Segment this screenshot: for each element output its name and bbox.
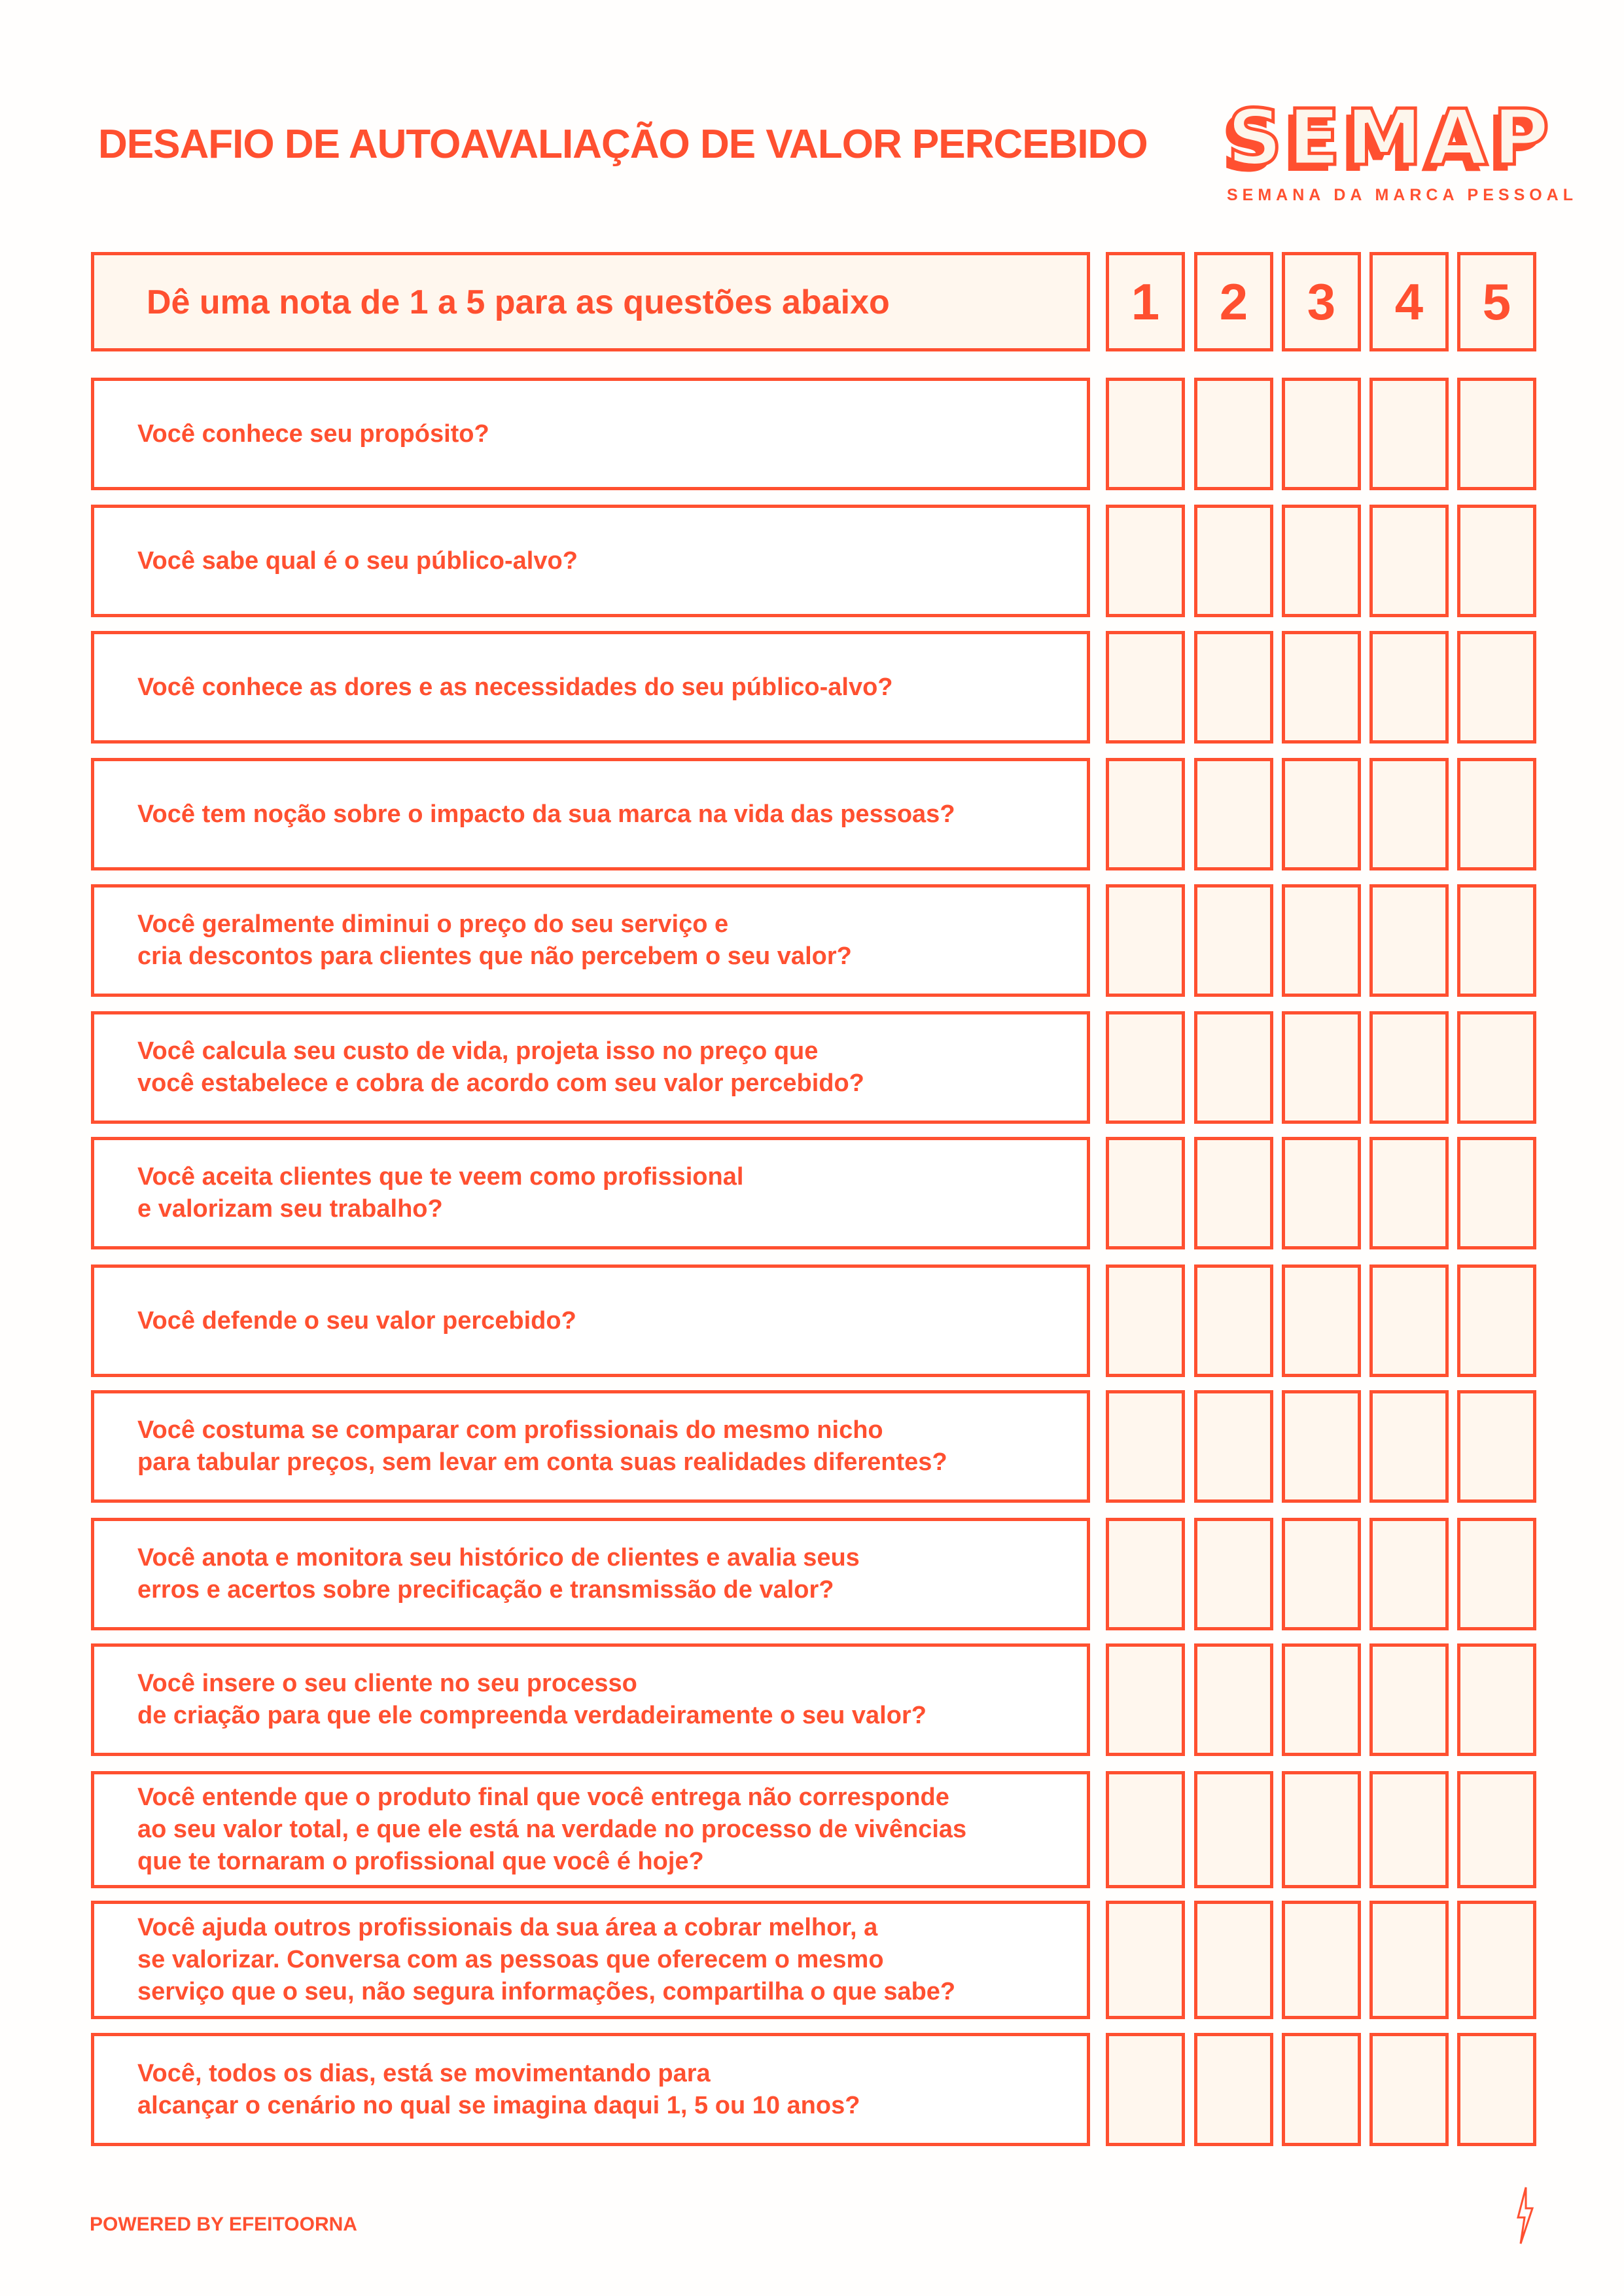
rating-box-1[interactable] [1106,1518,1185,1630]
rating-box-2[interactable] [1194,1137,1273,1249]
question-text: Você sabe qual é o seu público-alvo? [137,547,578,575]
rating-box-5[interactable] [1457,1137,1536,1249]
rating-box-1[interactable] [1106,2033,1185,2146]
rating-box-4[interactable] [1369,884,1449,997]
page-title: DESAFIO DE AUTOAVALIAÇÃO DE VALOR PERCEBIDO [98,122,1148,167]
question-text: Você costuma se comparar com profissionais do mesmo nicho para tabular preços, sem levar em conta suas realidades diferentes? [137,1416,947,1476]
rating-box-5[interactable] [1457,1011,1536,1124]
question-text: Você tem noção sobre o impacto da sua marca na vida das pessoas? [137,800,955,828]
rating-box-4[interactable] [1369,1901,1449,2019]
rating-box-1[interactable] [1106,1137,1185,1249]
question-row [91,1901,1090,2019]
question-row [91,1265,1090,1377]
rating-box-4[interactable] [1369,505,1449,617]
question-text: Você aceita clientes que te veem como profissional e valorizam seu trabalho? [137,1163,744,1223]
question-row [91,1771,1090,1888]
rating-box-3[interactable] [1282,631,1361,744]
rating-box-5[interactable] [1457,631,1536,744]
rating-box-3[interactable] [1282,1011,1361,1124]
rating-box-4[interactable] [1369,1771,1449,1888]
question-text: Você calcula seu custo de vida, projeta isso no preço que você estabelece e cobra de acordo com seu valor percebido? [137,1037,864,1097]
question-row [91,1643,1090,1756]
rating-box-3[interactable] [1282,1901,1361,2019]
scale-header-5: 5 [1457,252,1536,351]
rating-box-4[interactable] [1369,1011,1449,1124]
rating-box-1[interactable] [1106,505,1185,617]
rating-box-2[interactable] [1194,1771,1273,1888]
footer-credit: POWERED BY EFEITOORNA [90,2214,357,2235]
rating-box-5[interactable] [1457,1518,1536,1630]
rating-box-2[interactable] [1194,505,1273,617]
question-text: Você conhece seu propósito? [137,420,489,448]
question-text: Você ajuda outros profissionais da sua área a cobrar melhor, a se valorizar. Conversa com as pessoas que oferecem o mesmo serviço que o seu, não segura informações, compartilha o que sabe? [137,1914,956,2005]
scale-header-4: 4 [1369,252,1449,351]
question-text: Você insere o seu cliente no seu processo de criação para que ele compreenda verdadeiramente o seu valor? [137,1670,927,1729]
question-text: Você conhece as dores e as necessidades do seu público-alvo? [137,673,893,701]
rating-box-3[interactable] [1282,1643,1361,1756]
instruction-text: Dê uma nota de 1 a 5 para as questões abaixo [147,283,890,321]
rating-box-1[interactable] [1106,758,1185,870]
rating-box-3[interactable] [1282,2033,1361,2146]
question-row [91,631,1090,744]
rating-box-3[interactable] [1282,505,1361,617]
question-text: Você geralmente diminui o preço do seu serviço e cria descontos para clientes que não percebem o seu valor? [137,910,852,970]
rating-box-2[interactable] [1194,1265,1273,1377]
rating-box-1[interactable] [1106,1011,1185,1124]
rating-box-2[interactable] [1194,1901,1273,2019]
rating-box-4[interactable] [1369,1265,1449,1377]
question-row [91,1011,1090,1124]
instruction-header [91,252,1090,351]
rating-box-5[interactable] [1457,505,1536,617]
rating-box-4[interactable] [1369,1518,1449,1630]
rating-box-4[interactable] [1369,758,1449,870]
question-text: Você anota e monitora seu histórico de clientes e avalia seus erros e acertos sobre precificação e transmissão de valor? [137,1544,860,1604]
rating-box-5[interactable] [1457,1771,1536,1888]
rating-box-2[interactable] [1194,884,1273,997]
rating-box-1[interactable] [1106,1390,1185,1503]
rating-box-5[interactable] [1457,378,1536,490]
rating-box-3[interactable] [1282,1518,1361,1630]
rating-box-4[interactable] [1369,1137,1449,1249]
rating-box-3[interactable] [1282,884,1361,997]
rating-box-1[interactable] [1106,631,1185,744]
rating-box-5[interactable] [1457,1265,1536,1377]
scale-header-2: 2 [1194,252,1273,351]
scale-header-3: 3 [1282,252,1361,351]
rating-box-5[interactable] [1457,1901,1536,2019]
rating-box-1[interactable] [1106,1643,1185,1756]
question-text: Você defende o seu valor percebido? [137,1306,576,1335]
question-row [91,758,1090,870]
question-row [91,505,1090,617]
rating-box-3[interactable] [1282,1137,1361,1249]
question-row [91,378,1090,490]
rating-box-2[interactable] [1194,1643,1273,1756]
rating-box-4[interactable] [1369,378,1449,490]
rating-box-4[interactable] [1369,1390,1449,1503]
rating-box-5[interactable] [1457,1643,1536,1756]
rating-box-3[interactable] [1282,758,1361,870]
rating-box-1[interactable] [1106,1265,1185,1377]
rating-box-3[interactable] [1282,378,1361,490]
semap-logo [1227,92,1578,205]
question-row [91,1137,1090,1249]
question-row [91,1518,1090,1630]
rating-box-5[interactable] [1457,758,1536,870]
rating-box-3[interactable] [1282,1265,1361,1377]
logo-subtitle: SEMANA DA MARCA PESSOAL [1227,186,1578,204]
question-text: Você, todos os dias, está se movimentando para alcançar o cenário no qual se imagina daqui 1, 5 ou 10 anos? [137,2059,860,2119]
question-row [91,884,1090,997]
question-row [91,2033,1090,2146]
rating-box-1[interactable] [1106,378,1185,490]
rating-box-2[interactable] [1194,1390,1273,1503]
rating-box-2[interactable] [1194,631,1273,744]
rating-box-1[interactable] [1106,884,1185,997]
rating-box-4[interactable] [1369,1643,1449,1756]
rating-box-5[interactable] [1457,884,1536,997]
rating-box-5[interactable] [1457,2033,1536,2146]
rating-box-4[interactable] [1369,631,1449,744]
rating-box-2[interactable] [1194,1011,1273,1124]
rating-box-1[interactable] [1106,1901,1185,2019]
rating-box-4[interactable] [1369,2033,1449,2146]
rating-box-3[interactable] [1282,1390,1361,1503]
lightning-bolt-icon [1511,2186,1538,2248]
rating-box-3[interactable] [1282,1771,1361,1888]
rating-box-2[interactable] [1194,758,1273,870]
logo-wordmark: SEMAP [1227,92,1555,183]
rating-box-2[interactable] [1194,2033,1273,2146]
question-row [91,1390,1090,1503]
rating-box-1[interactable] [1106,1771,1185,1888]
rating-box-2[interactable] [1194,1518,1273,1630]
scale-header-1: 1 [1106,252,1185,351]
rating-box-5[interactable] [1457,1390,1536,1503]
question-text: Você entende que o produto final que você entrega não corresponde ao seu valor total, e que ele está na verdade no processo de vivências que te tornaram o profissional que você é hoje? [137,1784,967,1875]
rating-box-2[interactable] [1194,378,1273,490]
